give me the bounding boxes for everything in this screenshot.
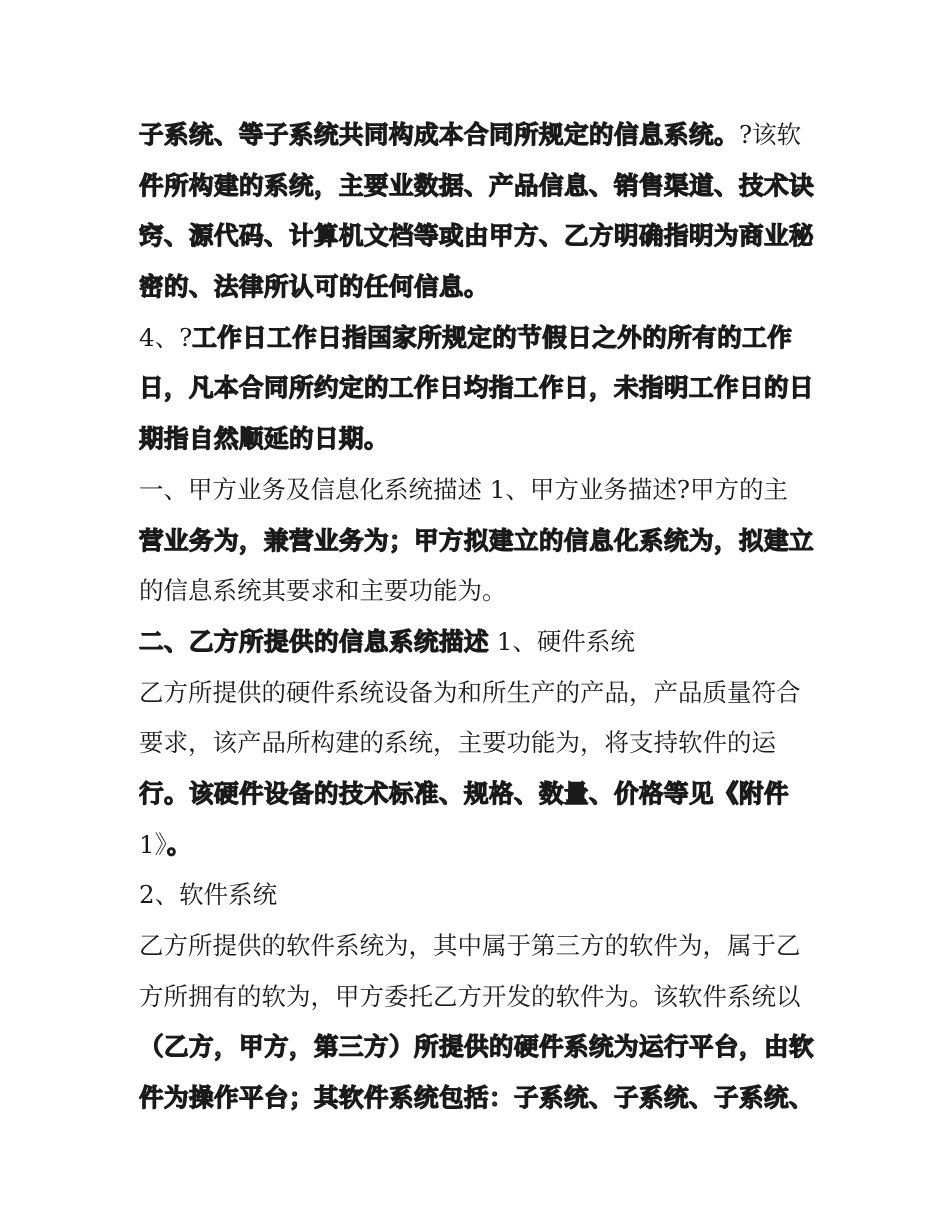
text-segment: 的信息系统其要求和主要功能为。 [139, 576, 507, 606]
text-line [139, 1073, 819, 1124]
text-line [139, 870, 819, 921]
outlined-text-segment: 子系统、等子系统共同构成本合同所规定的信息系统。 [139, 120, 739, 149]
outlined-text-segment: （乙方，甲方，第三方）所提供的硬件系统为运行平台，由软 [139, 1032, 814, 1062]
text-line [139, 161, 819, 212]
text-segment: 1、硬件系统 [489, 626, 635, 656]
text-line [139, 363, 819, 414]
text-segment: 方所拥有的软为，甲方委托乙方开发的软件为。该软件系统以 [139, 981, 801, 1011]
text-line [139, 313, 819, 364]
outlined-text-segment: 二、乙方所提供的信息系统描述 [139, 626, 489, 656]
text-line [139, 769, 819, 820]
text-line [139, 566, 819, 617]
text-segment: 4、? [139, 322, 193, 352]
text-line [139, 516, 819, 567]
outlined-text-segment: 期指自然顺延的日期。 [139, 424, 389, 454]
text-segment: ?该软 [739, 120, 802, 149]
text-line [139, 414, 819, 465]
text-segment: 乙方所提供的硬件系统设备为和所生产的产品，产品质量符合 [139, 677, 801, 707]
outlined-text-segment: 日，凡本合同所约定的工作日均指工作日，未指明工作日的日 [139, 373, 814, 403]
text-line [139, 820, 819, 871]
text-segment: 乙方所提供的软件系统为，其中属于第三方的软件为，属于乙 [139, 931, 801, 960]
text-line [139, 718, 819, 769]
text-line [139, 465, 819, 516]
outlined-text-segment: 件所构建的系统，主要业数据、产品信息、销售渠道、技术诀 [139, 170, 814, 200]
text-segment: 要求，该产品所构建的系统，主要功能为，将支持软件的运 [139, 728, 776, 758]
outlined-text-segment: 营业务为，兼营业务为；甲方拟建立的信息化系统为，拟建立 [139, 525, 814, 555]
text-line [139, 668, 819, 719]
text-line [139, 972, 819, 1023]
text-segment: 2、软件系统 [139, 880, 278, 910]
outlined-text-segment: 窍、源代码、计算机文档等或由甲方、乙方明确指明为商业秘 [139, 221, 814, 251]
outlined-text-segment: 工作日工作日指国家所规定的节假日之外的所有的工作 [192, 322, 793, 352]
text-line [139, 211, 819, 262]
text-line [139, 921, 819, 972]
text-line [139, 262, 819, 313]
text-line [139, 1022, 819, 1073]
outlined-text-segment: 件为操作平台；其软件系统包括：子系统、子系统、子系统、 [139, 1083, 814, 1113]
text-line [139, 617, 819, 668]
outlined-text-segment: 。 [166, 829, 192, 859]
outlined-text-segment: 密的、法律所认可的任何信息。 [139, 272, 489, 302]
text-line [139, 110, 819, 161]
text-segment: 一、甲方业务及信息化系统描述 1、甲方业务描述?甲方的主 [139, 474, 789, 504]
text-segment: 1》 [139, 829, 167, 859]
outlined-text-segment: 行。该硬件设备的技术标准、规格、数量、价格等见《附件 [139, 778, 789, 808]
document-body [139, 110, 819, 1124]
